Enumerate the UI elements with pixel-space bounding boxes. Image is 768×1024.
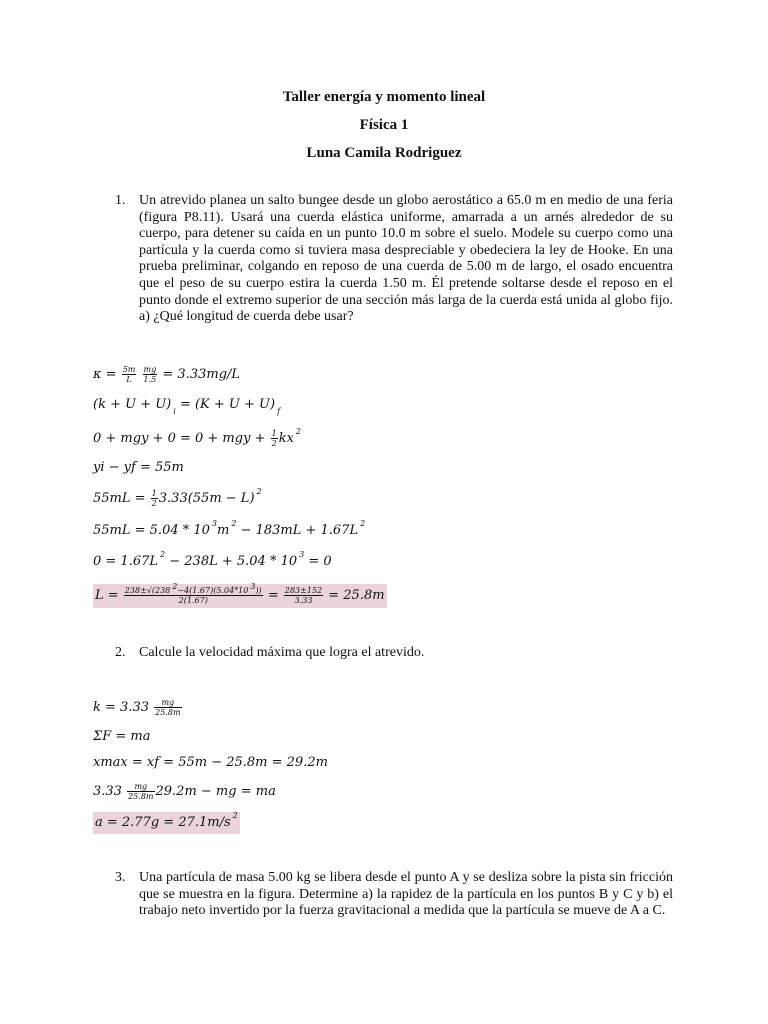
equation-xmax: xmax = xf = 55m − 25.8m = 29.2m bbox=[93, 755, 328, 770]
question-text: Calcule la velocidad máxima que logra el atrevido. bbox=[139, 645, 425, 660]
question-number: 3. bbox=[115, 870, 126, 885]
equation-k: k = 3.33 $\frac{mg}{25.8m}$ bbox=[93, 698, 181, 717]
course-name: Física 1 bbox=[359, 117, 409, 133]
equation-substitution-1: 55mL = $\frac{1}{2}$ 3.33(55m − L) $^2$ bbox=[93, 487, 262, 508]
question-3 bbox=[115, 870, 673, 920]
question-number: 1. bbox=[115, 193, 126, 208]
question-2 bbox=[115, 645, 673, 662]
document-title: Taller energía y momento lineal bbox=[282, 89, 486, 105]
equation-conservation: 0 + mgy + 0 = 0 + mgy + $\frac{1}{2}$ kx $^2$ bbox=[93, 427, 301, 448]
equation-force: 3.33 $\frac{mg}{25.8m}$ 29.2m − mg = ma bbox=[93, 782, 276, 801]
equation-substitution-2: 55mL = 5.04 * 10 $^3$m $^2$ − 183mL + 1.67L $^2$ bbox=[93, 519, 366, 538]
equation-kappa: κ = $\frac{5m}{L}$ $\frac{mg}{1.5}$ = 3.33mg/L bbox=[93, 365, 241, 384]
equation-quadratic: 0 = 1.67L $^2$ − 238L + 5.04 * 10 $^3$ = 0 bbox=[93, 550, 332, 569]
question-number: 2. bbox=[115, 645, 126, 660]
equation-height-difference: yi − yf = 55m bbox=[93, 460, 184, 475]
highlighted-result-length: L = $\frac{238\pm√(238 2-4(1.67)(5.04*10 3))}{2(1.67)}$ = $\frac{283\pm 152}{3.33}$ = 25.8m bbox=[93, 584, 387, 608]
question-text: Un atrevido planea un salto bungee desde un globo aerostático a 65.0 m en medio de una feria (figura P8.11). Usará una cuerda elástica uniforme, amarrada a un arnés alrededor de su cuerpo, para detener su caída en un punto 10.0 m sobre el suelo. Modele su cuerpo como una partícula y la cuerda como si tuviera masa despreciable y obedeciera la ley de Hooke. En una prueba preliminar, colgando en reposo de una cuerda de 5.00 m de largo, el osado encuentra que el peso de su cuerpo estira la cuerda 1.50 m. Él pretende soltarse desde el reposo en el punto donde el extremo superior de una sección más larga de la cuerda está unida al globo fijo. a) ¿Qué longitud de cuerda debe usar? bbox=[139, 193, 673, 325]
question-1 bbox=[115, 193, 673, 326]
equation-energy: (k + U + U) $_i$ = (K + U + U) $_f$ bbox=[93, 397, 281, 416]
highlighted-result-acceleration: a = 2.77g = 27.1m/s $^2$ bbox=[93, 812, 240, 834]
author-name: Luna Camila Rodriguez bbox=[306, 145, 462, 161]
equation-newton: ΣF = ma bbox=[93, 729, 151, 744]
question-text: Una partícula de masa 5.00 kg se libera desde el punto A y se desliza sobre la pista sin fricción que se muestra en la figura. Determine a) la rapidez de la partícula en los puntos B y C y b) el trabajo neto invertido por la fuerza gravitacional a medida que la partícula se mueve de A a C. bbox=[139, 870, 673, 919]
